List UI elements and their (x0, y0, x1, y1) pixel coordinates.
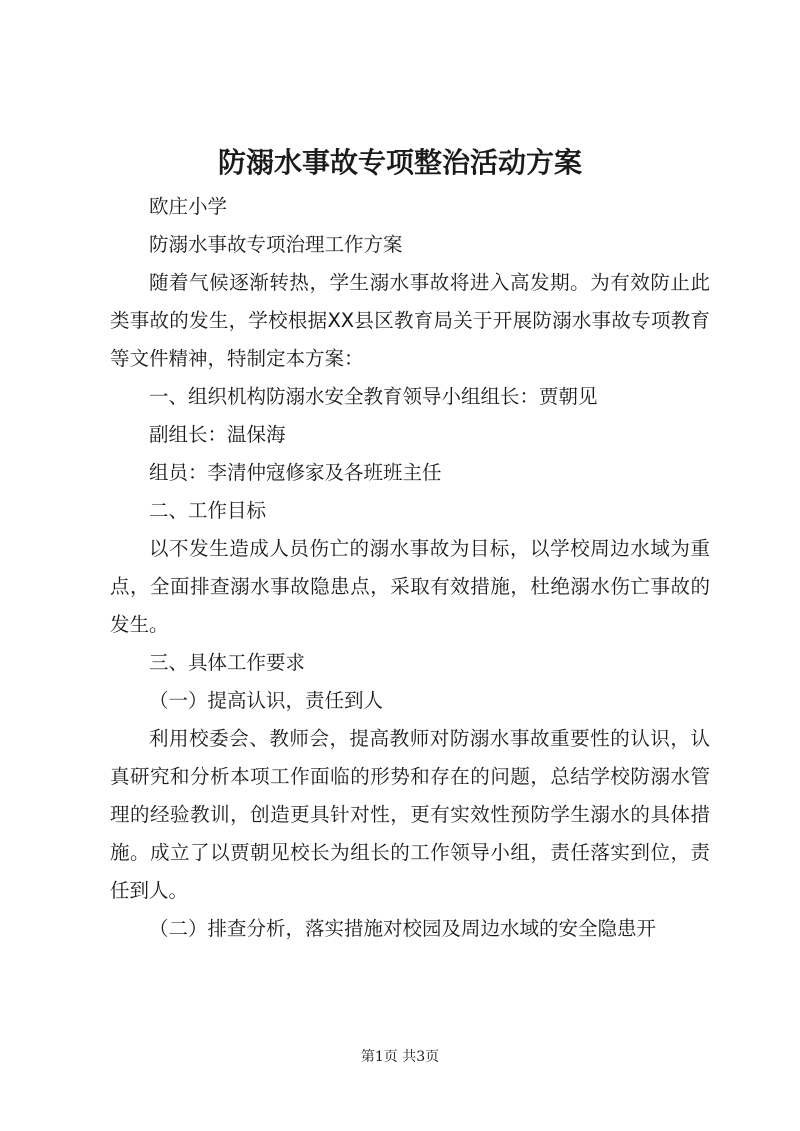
paragraph-goal: 以不发生造成人员伤亡的溺水事故为目标，以学校周边水域为重点，全面排查溺水事故隐患点，采取有效措施，杜绝溺水伤亡事故的发生。 (110, 537, 710, 636)
heading-requirements: 三、具体工作要求 (149, 651, 306, 674)
paragraph-organization: 一、组织机构防溺水安全教育领导小组组长：贾朝见 (149, 385, 598, 408)
document-title: 防溺水事故专项整治活动方案 (217, 146, 582, 179)
paragraph-members: 组员：李清仲寇修家及各班班主任 (149, 461, 442, 484)
document-body (110, 188, 710, 948)
heading-goal: 二、工作目标 (149, 499, 267, 522)
page-footer: 第1页 共3页 (360, 1049, 440, 1065)
paragraph-deputy-leader: 副组长：温保海 (149, 423, 286, 446)
paragraph-school-name: 欧庄小学 (149, 195, 228, 218)
subheading-awareness: （一）提高认识，责任到人 (149, 689, 384, 712)
paragraph-plan-name: 防溺水事故专项治理工作方案 (149, 233, 403, 256)
paragraph-intro: 随着气候逐渐转热，学生溺水事故将进入高发期。为有效防止此类事故的发生，学校根据XX县区教育局关于开展防溺水事故专项教育等文件精神，特制定本方案： (110, 271, 710, 370)
subheading-inspection: （二）排查分析，落实措施对校园及周边水域的安全隐患开 (149, 917, 657, 940)
paragraph-awareness: 利用校委会、教师会，提高教师对防溺水事故重要性的认识，认真研究和分析本项工作面临的形势和存在的问题，总结学校防溺水管理的经验教训，创造更具针对性，更有实效性预防学生溺水的具体措施。成立了以贾朝见校长为组长的工作领导小组，责任落实到位，责任到人。 (110, 727, 710, 902)
